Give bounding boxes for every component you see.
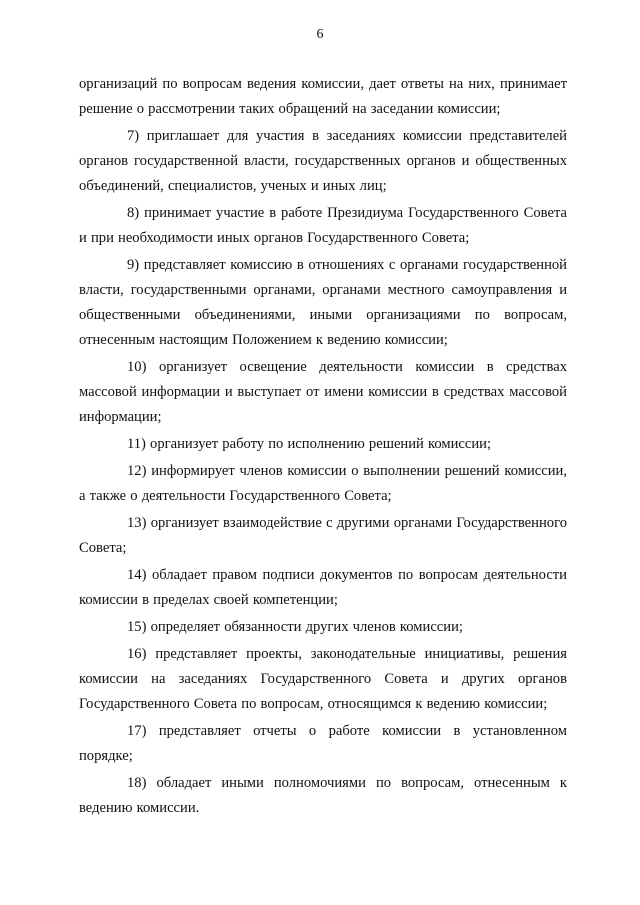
paragraph-item-10: 10) организует освещение деятельности комиссии в средствах массовой информации и выступает от имени комиссии в средствах массовой информации; [79,359,567,425]
paragraph-item-14: 14) обладает правом подписи документов по вопросам деятельности комиссии в пределах своей компетенции; [79,567,567,608]
paragraph-item-16: 16) представляет проекты, законодательные инициативы, решения комиссии на заседаниях Государственного Совета и других органов Государственного Совета по вопросам, относящимся к ведению комиссии; [79,646,567,712]
paragraph-continuation: организаций по вопросам ведения комиссии, дает ответы на них, принимает решение о рассмотрении таких обращений на заседании комиссии; [79,76,567,117]
paragraph-item-9: 9) представляет комиссию в отношениях с органами государственной власти, государственными органами, органами местного самоуправления и общественными объединениями, иными организациями по вопросам, отнесенным настоящим Положением к ведению комиссии; [79,257,567,348]
page-number: 6 [316,27,324,42]
paragraph-item-8: 8) принимает участие в работе Президиума Государственного Совета и при необходимости иных органов Государственного Совета; [79,205,567,246]
paragraph-item-15: 15) определяет обязанности других членов комиссии; [127,619,463,635]
paragraph-item-11: 11) организует работу по исполнению решений комиссии; [127,436,492,452]
paragraph-item-7: 7) приглашает для участия в заседаниях комиссии представителей органов государственной власти, государственных органов и общественных объединений, специалистов, ученых и иных лиц; [79,128,567,194]
paragraph-item-12: 12) информирует членов комиссии о выполнении решений комиссии, а также о деятельности Государственного Совета; [79,463,567,504]
paragraph-item-17: 17) представляет отчеты о работе комиссии в установленном порядке; [79,723,567,764]
document-body [79,72,567,823]
paragraph-item-13: 13) организует взаимодействие с другими органами Государственного Совета; [79,515,567,556]
paragraph-item-18: 18) обладает иными полномочиями по вопросам, отнесенным к ведению комиссии. [79,775,567,816]
